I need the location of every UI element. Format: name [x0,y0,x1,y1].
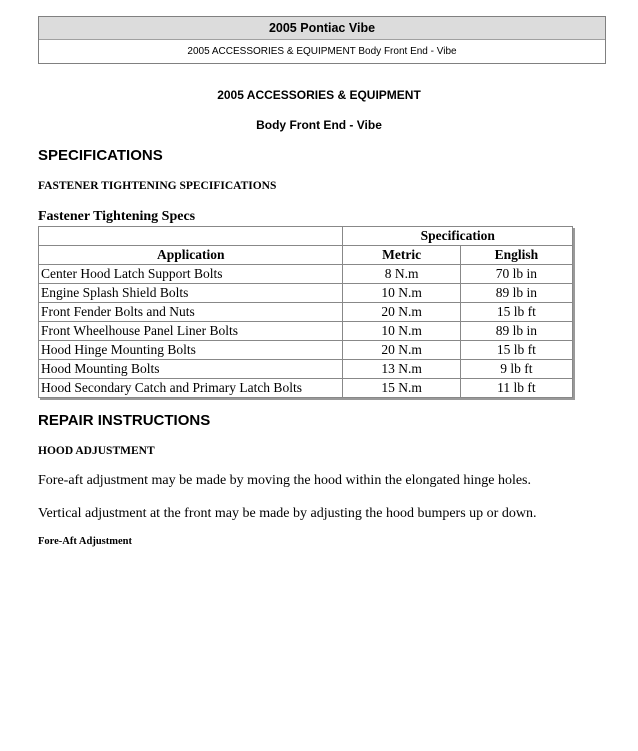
cell-english: 70 lb in [460,265,572,284]
document-title-line2: Body Front End - Vibe [256,118,382,132]
cell-english: 89 lb in [460,322,572,341]
table-group-header-row [39,227,573,246]
repair-instructions-heading: REPAIR INSTRUCTIONS [38,412,211,429]
column-header-metric: Metric [343,246,460,265]
cell-english: 89 lb in [460,284,572,303]
cell-english: 11 lb ft [460,379,572,398]
cell-metric: 15 N.m [343,379,460,398]
fastener-specs-heading: FASTENER TIGHTENING SPECIFICATIONS [38,180,277,192]
paragraph-fore-aft: Fore-aft adjustment may be made by moving the hood within the elongated hinge holes. [38,473,532,488]
document-title-line1: 2005 ACCESSORIES & EQUIPMENT [217,88,421,102]
cell-metric: 20 N.m [343,303,460,322]
table-row [39,284,573,303]
cell-english: 9 lb ft [460,360,572,379]
header-subtitle: 2005 ACCESSORIES & EQUIPMENT Body Front End - Vibe [187,46,457,57]
paragraph-vertical: Vertical adjustment at the front may be made by adjusting the hood bumpers up or down. [38,506,537,521]
page-header [38,16,606,64]
fastener-specs-table [38,226,573,398]
empty-header-cell [39,227,343,246]
cell-application: Center Hood Latch Support Bolts [39,265,343,284]
table-row [39,360,573,379]
specification-group-header: Specification [343,227,573,246]
cell-metric: 13 N.m [343,360,460,379]
cell-application: Engine Splash Shield Bolts [39,284,343,303]
cell-application: Front Wheelhouse Panel Liner Bolts [39,322,343,341]
fore-aft-adjustment-heading: Fore-Aft Adjustment [38,536,132,547]
table-row [39,379,573,398]
cell-english: 15 lb ft [460,341,572,360]
table-row [39,303,573,322]
table-row [39,341,573,360]
cell-metric: 8 N.m [343,265,460,284]
column-header-application: Application [39,246,343,265]
cell-application: Hood Secondary Catch and Primary Latch Bolts [39,379,343,398]
hood-adjustment-heading: HOOD ADJUSTMENT [38,445,155,457]
cell-application: Hood Mounting Bolts [39,360,343,379]
table-header-row [39,246,573,265]
cell-english: 15 lb ft [460,303,572,322]
column-header-english: English [460,246,572,265]
cell-application: Front Fender Bolts and Nuts [39,303,343,322]
cell-metric: 10 N.m [343,284,460,303]
cell-metric: 10 N.m [343,322,460,341]
table-caption: Fastener Tightening Specs [38,209,196,224]
table-row [39,322,573,341]
specifications-heading: SPECIFICATIONS [38,147,163,164]
header-title: 2005 Pontiac Vibe [39,17,605,40]
table-row [39,265,573,284]
cell-metric: 20 N.m [343,341,460,360]
cell-application: Hood Hinge Mounting Bolts [39,341,343,360]
